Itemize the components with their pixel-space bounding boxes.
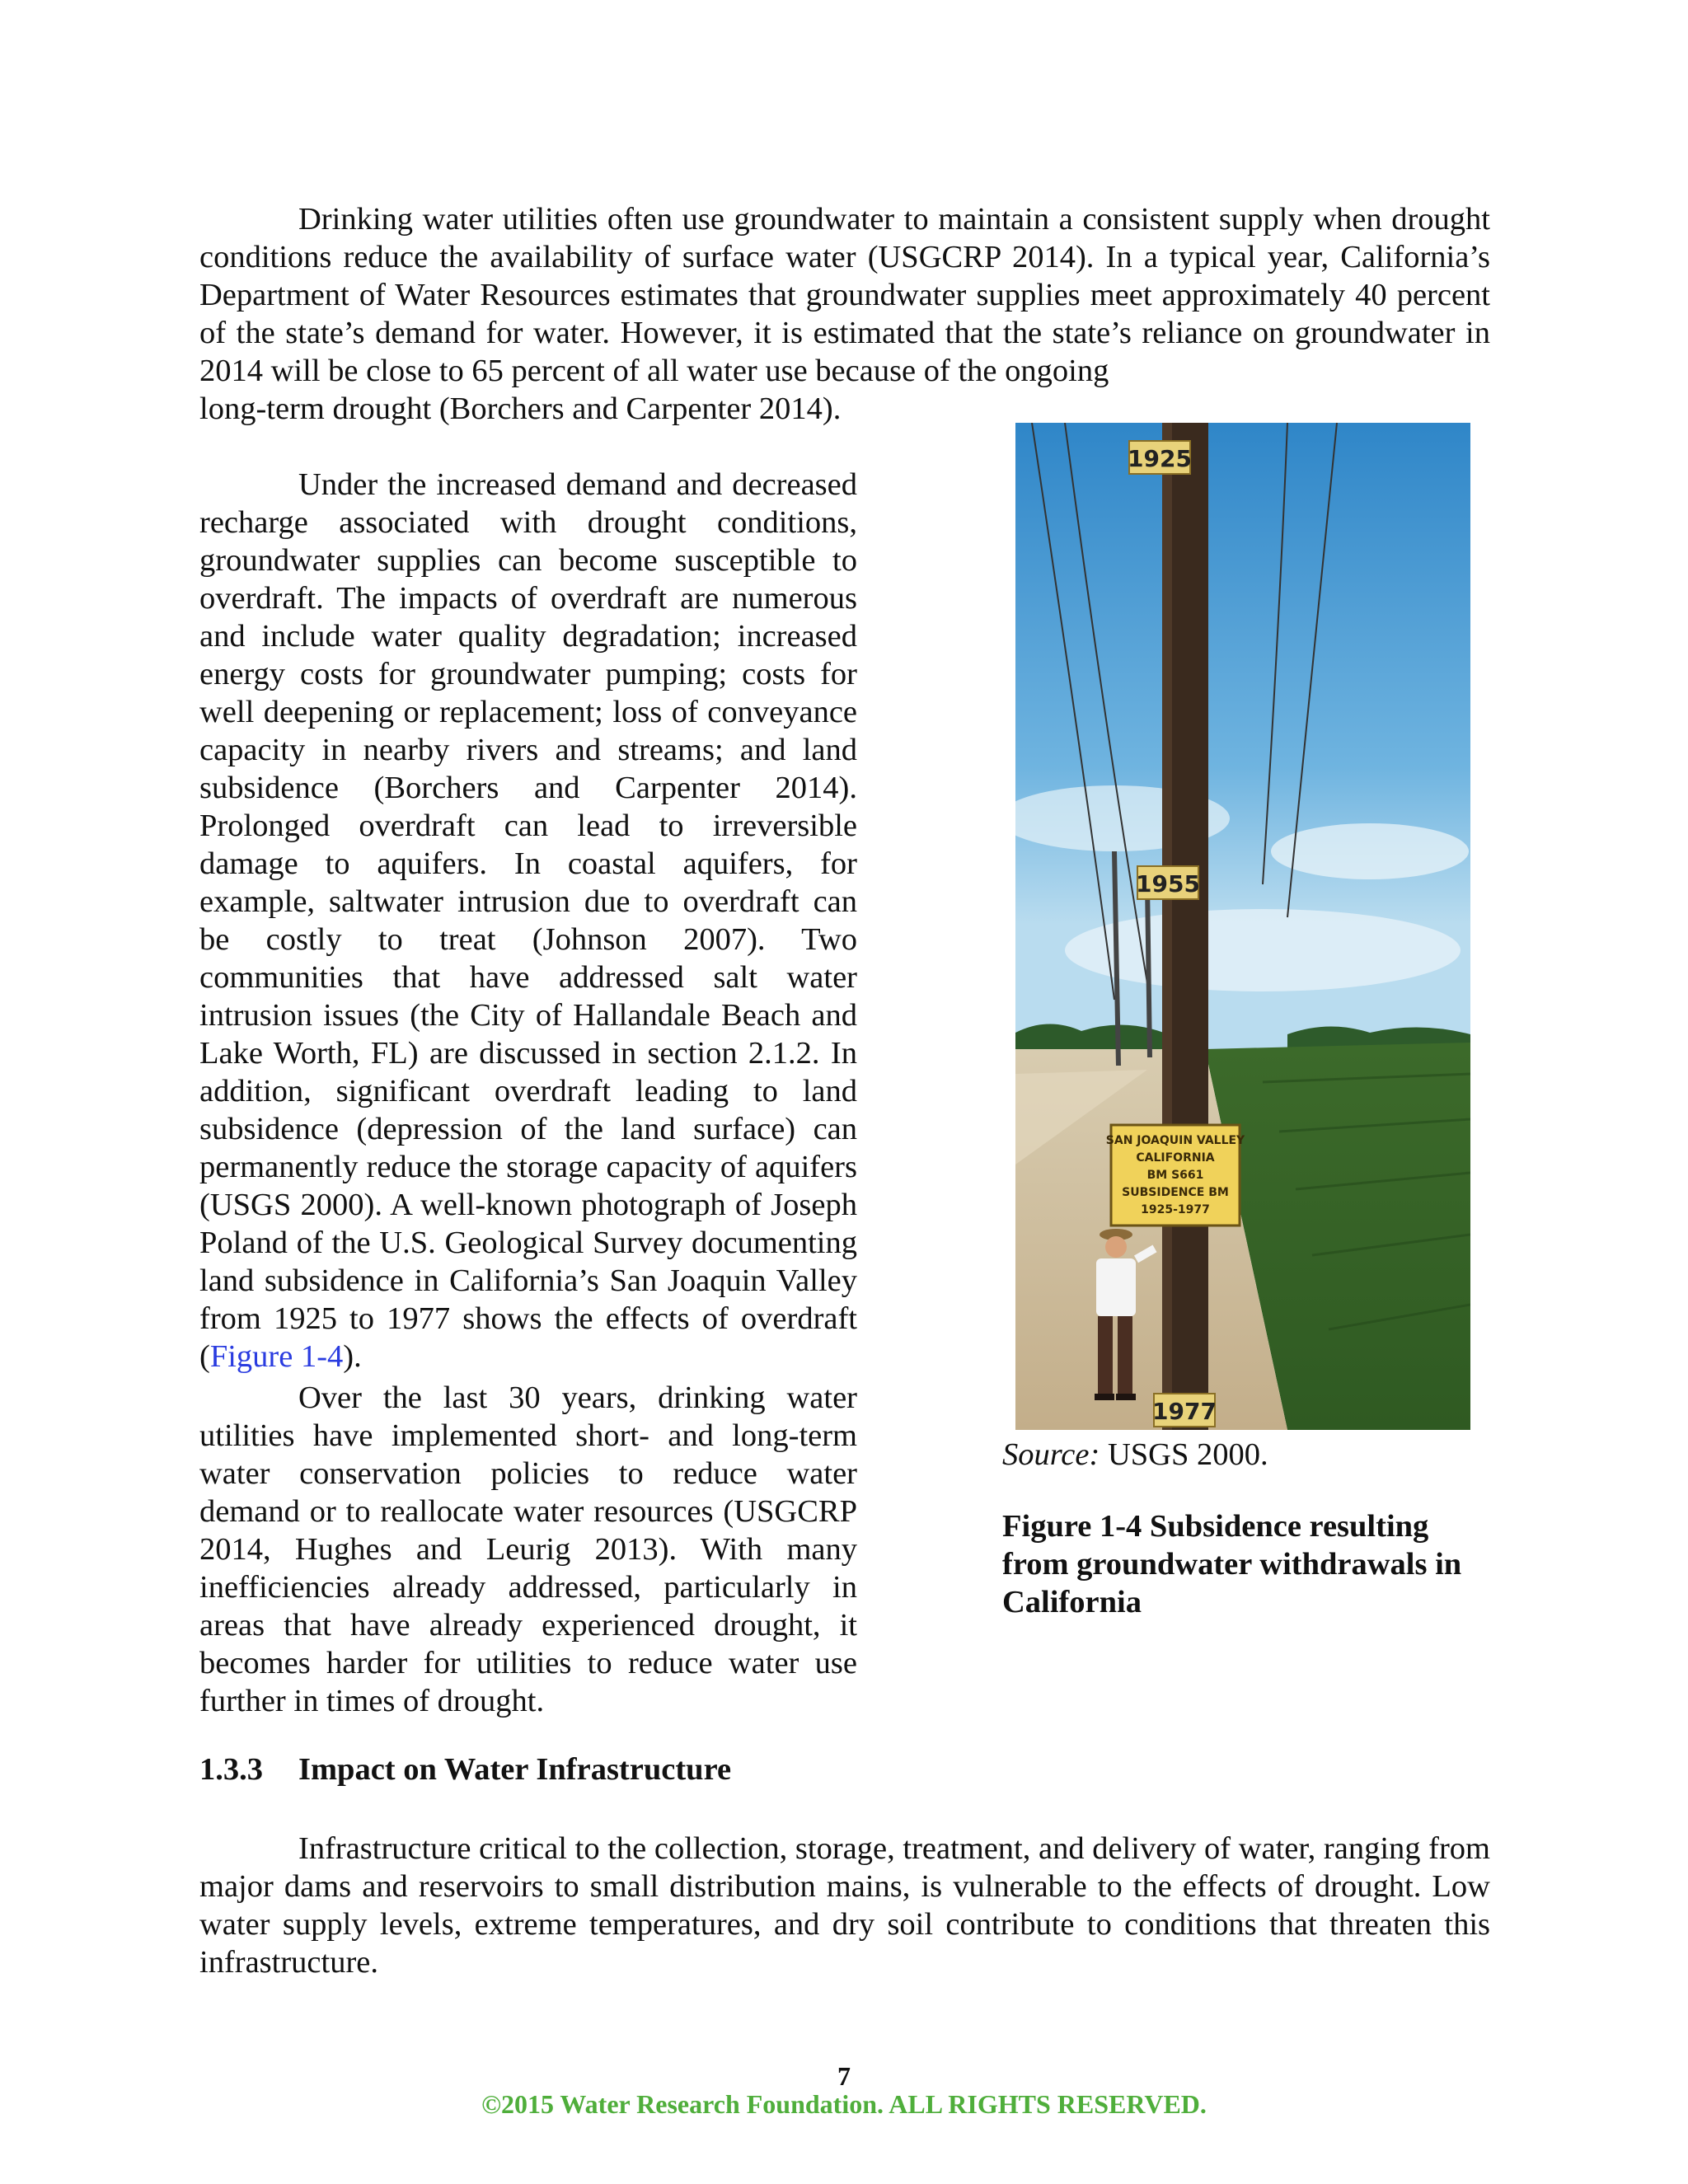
section-number: 1.3.3 [199, 1752, 263, 1787]
figure-1-4-link[interactable]: Figure 1-4 [209, 1339, 344, 1374]
paragraph-overdraft-text: Under the increased demand and decreased recharge associated with drought conditions, groundwater supplies can become susceptible to overdraft. The impacts of overdraft are numerous and include water quality degradation; increased energy costs for groundwater pumping; costs for well deepening or replacement; loss of conveyance capacity in nearby rivers and streams; and land subsidence (Borchers and Carpenter 2014). Prolonged overdraft can lead to irreversible damage to aquifers. In coastal aquifers, for example, saltwater intrusion due to overdraft can be costly to treat (Johnson 2007). Two communities that have addressed salt water intrusion issues (the City of Hallandale Beach and Lake Worth, FL) are discussed in section 2.1.2. In addition, significant overdraft leading to land subsidence (depression of the land surface) can permanently reduce the storage capacity of aquifers (USGS 2000). A well-known photograph of Joseph Poland of the U.S. Geological Survey documenting land subsidence in California’s San Joaquin Valley from 1925 to 1977 shows the effects of overdraft ( [199, 467, 857, 1374]
sign-line-1: SAN JOAQUIN VALLEY [1105, 1134, 1245, 1147]
sign-line-5: 1925-1977 [1141, 1203, 1210, 1216]
figure-caption: Figure 1-4 Subsidence resulting from groundwater withdrawals in California [1002, 1509, 1462, 1619]
section-heading [199, 1750, 731, 1788]
paragraph-groundwater-intro: Drinking water utilities often use groundwater to maintain a consistent supply when drought conditions reduce the availability of surface water (USGCRP 2014). In a typical year, California’s Department of Water Resources estimates that groundwater supplies meet approximately 40 percent of the state’s demand for water. However, it is estimated that the state’s reliance on groundwater in 2014 will be close to 65 percent of all water use because of the ongoing [199, 202, 1490, 388]
paragraph-infrastructure: Infrastructure critical to the collection, storage, treatment, and delivery of water, ranging from major dams and reservoirs to small distribution mains, is vulnerable to the effects of drought. Low water supply levels, extreme temperatures, and dry soil contribute to conditions that threaten this infrastructure. [199, 1831, 1490, 1980]
paragraph-overdraft [199, 466, 857, 1376]
paragraph-conservation: Over the last 30 years, drinking water utilities have implemented short- and long-term water conservation policies to reduce water demand or to reallocate water resources (USGCRP 2014, Hughes and Leurig 2013). With many inefficiencies already addressed, particularly in areas that have already experienced drought, it becomes harder for utilities to reduce water use further in times of drought. [199, 1380, 857, 1718]
page-number: 7 [837, 2061, 851, 2091]
section-title: Impact on Water Infrastructure [298, 1752, 732, 1787]
subsidence-photograph [1015, 423, 1470, 1430]
paragraph-overdraft-end: ). [343, 1339, 362, 1374]
paragraph-groundwater-intro-continued: long-term drought (Borchers and Carpenter 2014). [199, 391, 842, 426]
year-plate-1955: 1955 [1136, 870, 1200, 898]
year-plate-1925: 1925 [1128, 445, 1192, 472]
copyright-notice: ©2015 Water Research Foundation. ALL RIGHTS RESERVED. [481, 2089, 1207, 2119]
sign-line-3: BM S661 [1146, 1169, 1204, 1182]
figure-source [1002, 1436, 1497, 1474]
year-plate-1977: 1977 [1152, 1398, 1217, 1425]
sign-line-2: CALIFORNIA [1136, 1151, 1215, 1165]
figure-source-label: Source: [1002, 1437, 1100, 1472]
sign-line-4: SUBSIDENCE BM [1122, 1186, 1229, 1199]
figure-source-text: USGS 2000. [1107, 1437, 1268, 1472]
